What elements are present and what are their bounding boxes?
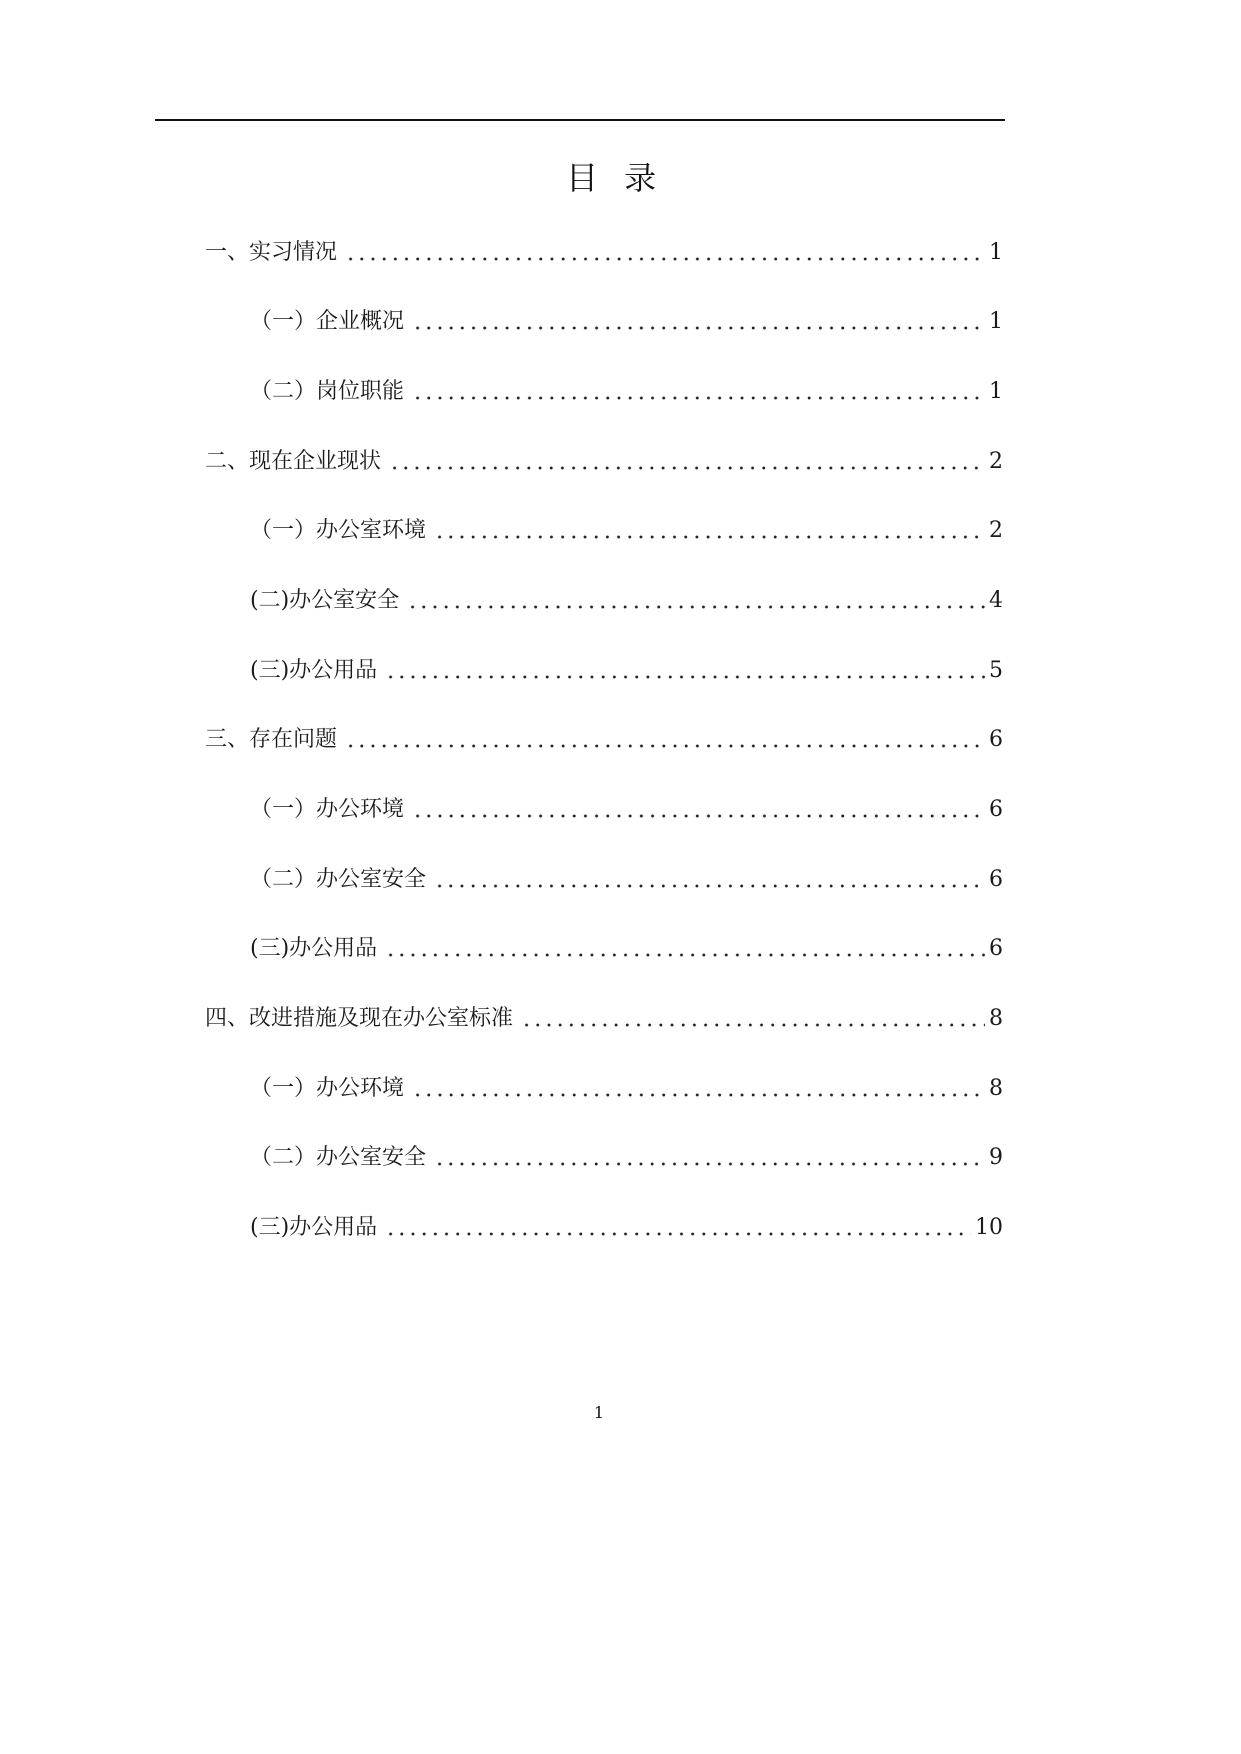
toc-entry-label: （一）办公环境 [250, 1075, 405, 1101]
dot-leader [345, 242, 985, 264]
page-number: 1 [593, 1403, 605, 1422]
toc-entry [205, 914, 1003, 984]
toc-entry [205, 218, 1003, 288]
toc-entry-label: 四、改进措施及现在办公室标准 [205, 1005, 514, 1031]
dot-leader [434, 520, 985, 542]
toc-entry-label: （二）办公室安全 [250, 1145, 427, 1171]
toc-entry [205, 427, 1003, 497]
toc-entry-page: 8 [989, 1075, 1003, 1101]
toc-title: 目 录 [566, 159, 657, 197]
toc-entry [205, 497, 1003, 567]
toc-entry-page: 5 [989, 657, 1003, 683]
dot-leader [389, 451, 985, 473]
toc-entry-page: 1 [989, 239, 1003, 265]
toc-entry-label: 二、现在企业现状 [205, 448, 382, 474]
toc-entry-page: 1 [989, 309, 1003, 335]
toc-entry [205, 357, 1003, 427]
toc-entry-page: 9 [989, 1145, 1003, 1171]
toc-entry [205, 288, 1003, 358]
dot-leader [412, 381, 985, 403]
toc-entry [205, 984, 1003, 1054]
toc-entry-page: 6 [989, 866, 1003, 892]
dot-leader [434, 1147, 985, 1169]
toc-entry-page: 8 [989, 1005, 1003, 1031]
toc-entry [205, 1193, 1003, 1263]
toc-entry-label: (三)办公用品 [250, 657, 378, 683]
dot-leader [407, 590, 985, 612]
toc-entry-label: （一）企业概况 [250, 309, 405, 335]
toc-entry [205, 566, 1003, 636]
toc-entry-label: （二）岗位职能 [250, 379, 405, 405]
toc-entry [205, 775, 1003, 845]
toc-entry-label: (二)办公室安全 [250, 588, 400, 614]
toc-entry-label: （二）办公室安全 [250, 866, 427, 892]
toc-entry-label: （一）办公室环境 [250, 518, 427, 544]
dot-leader [345, 729, 985, 751]
toc-entry [205, 1123, 1003, 1193]
toc-entry-page: 10 [975, 1214, 1003, 1240]
toc-entry-label: 三、存在问题 [205, 727, 338, 753]
dot-leader [412, 311, 985, 333]
toc-entry-page: 2 [989, 448, 1003, 474]
dot-leader [385, 1217, 971, 1239]
toc-entry-page: 1 [989, 379, 1003, 405]
toc-entry-label: (三)办公用品 [250, 936, 378, 962]
toc-entry [205, 705, 1003, 775]
dot-leader [385, 938, 985, 960]
toc-entry-label: （一）办公环境 [250, 796, 405, 822]
dot-leader [385, 660, 985, 682]
toc-entry-page: 6 [989, 936, 1003, 962]
dot-leader [434, 869, 985, 891]
toc-entry-page: 6 [989, 796, 1003, 822]
toc-entry-label: (三)办公用品 [250, 1214, 378, 1240]
toc-entry-page: 6 [989, 727, 1003, 753]
header-rule [155, 119, 1005, 121]
toc-entry [205, 636, 1003, 706]
toc-entry-label: 一、实习情况 [205, 239, 338, 265]
toc-entry-page: 2 [989, 518, 1003, 544]
toc-entry-page: 4 [989, 588, 1003, 614]
dot-leader [521, 1008, 985, 1030]
dot-leader [412, 1078, 985, 1100]
toc-entry [205, 845, 1003, 915]
dot-leader [412, 799, 985, 821]
table-of-contents [205, 218, 1003, 1263]
toc-entry [205, 1054, 1003, 1124]
